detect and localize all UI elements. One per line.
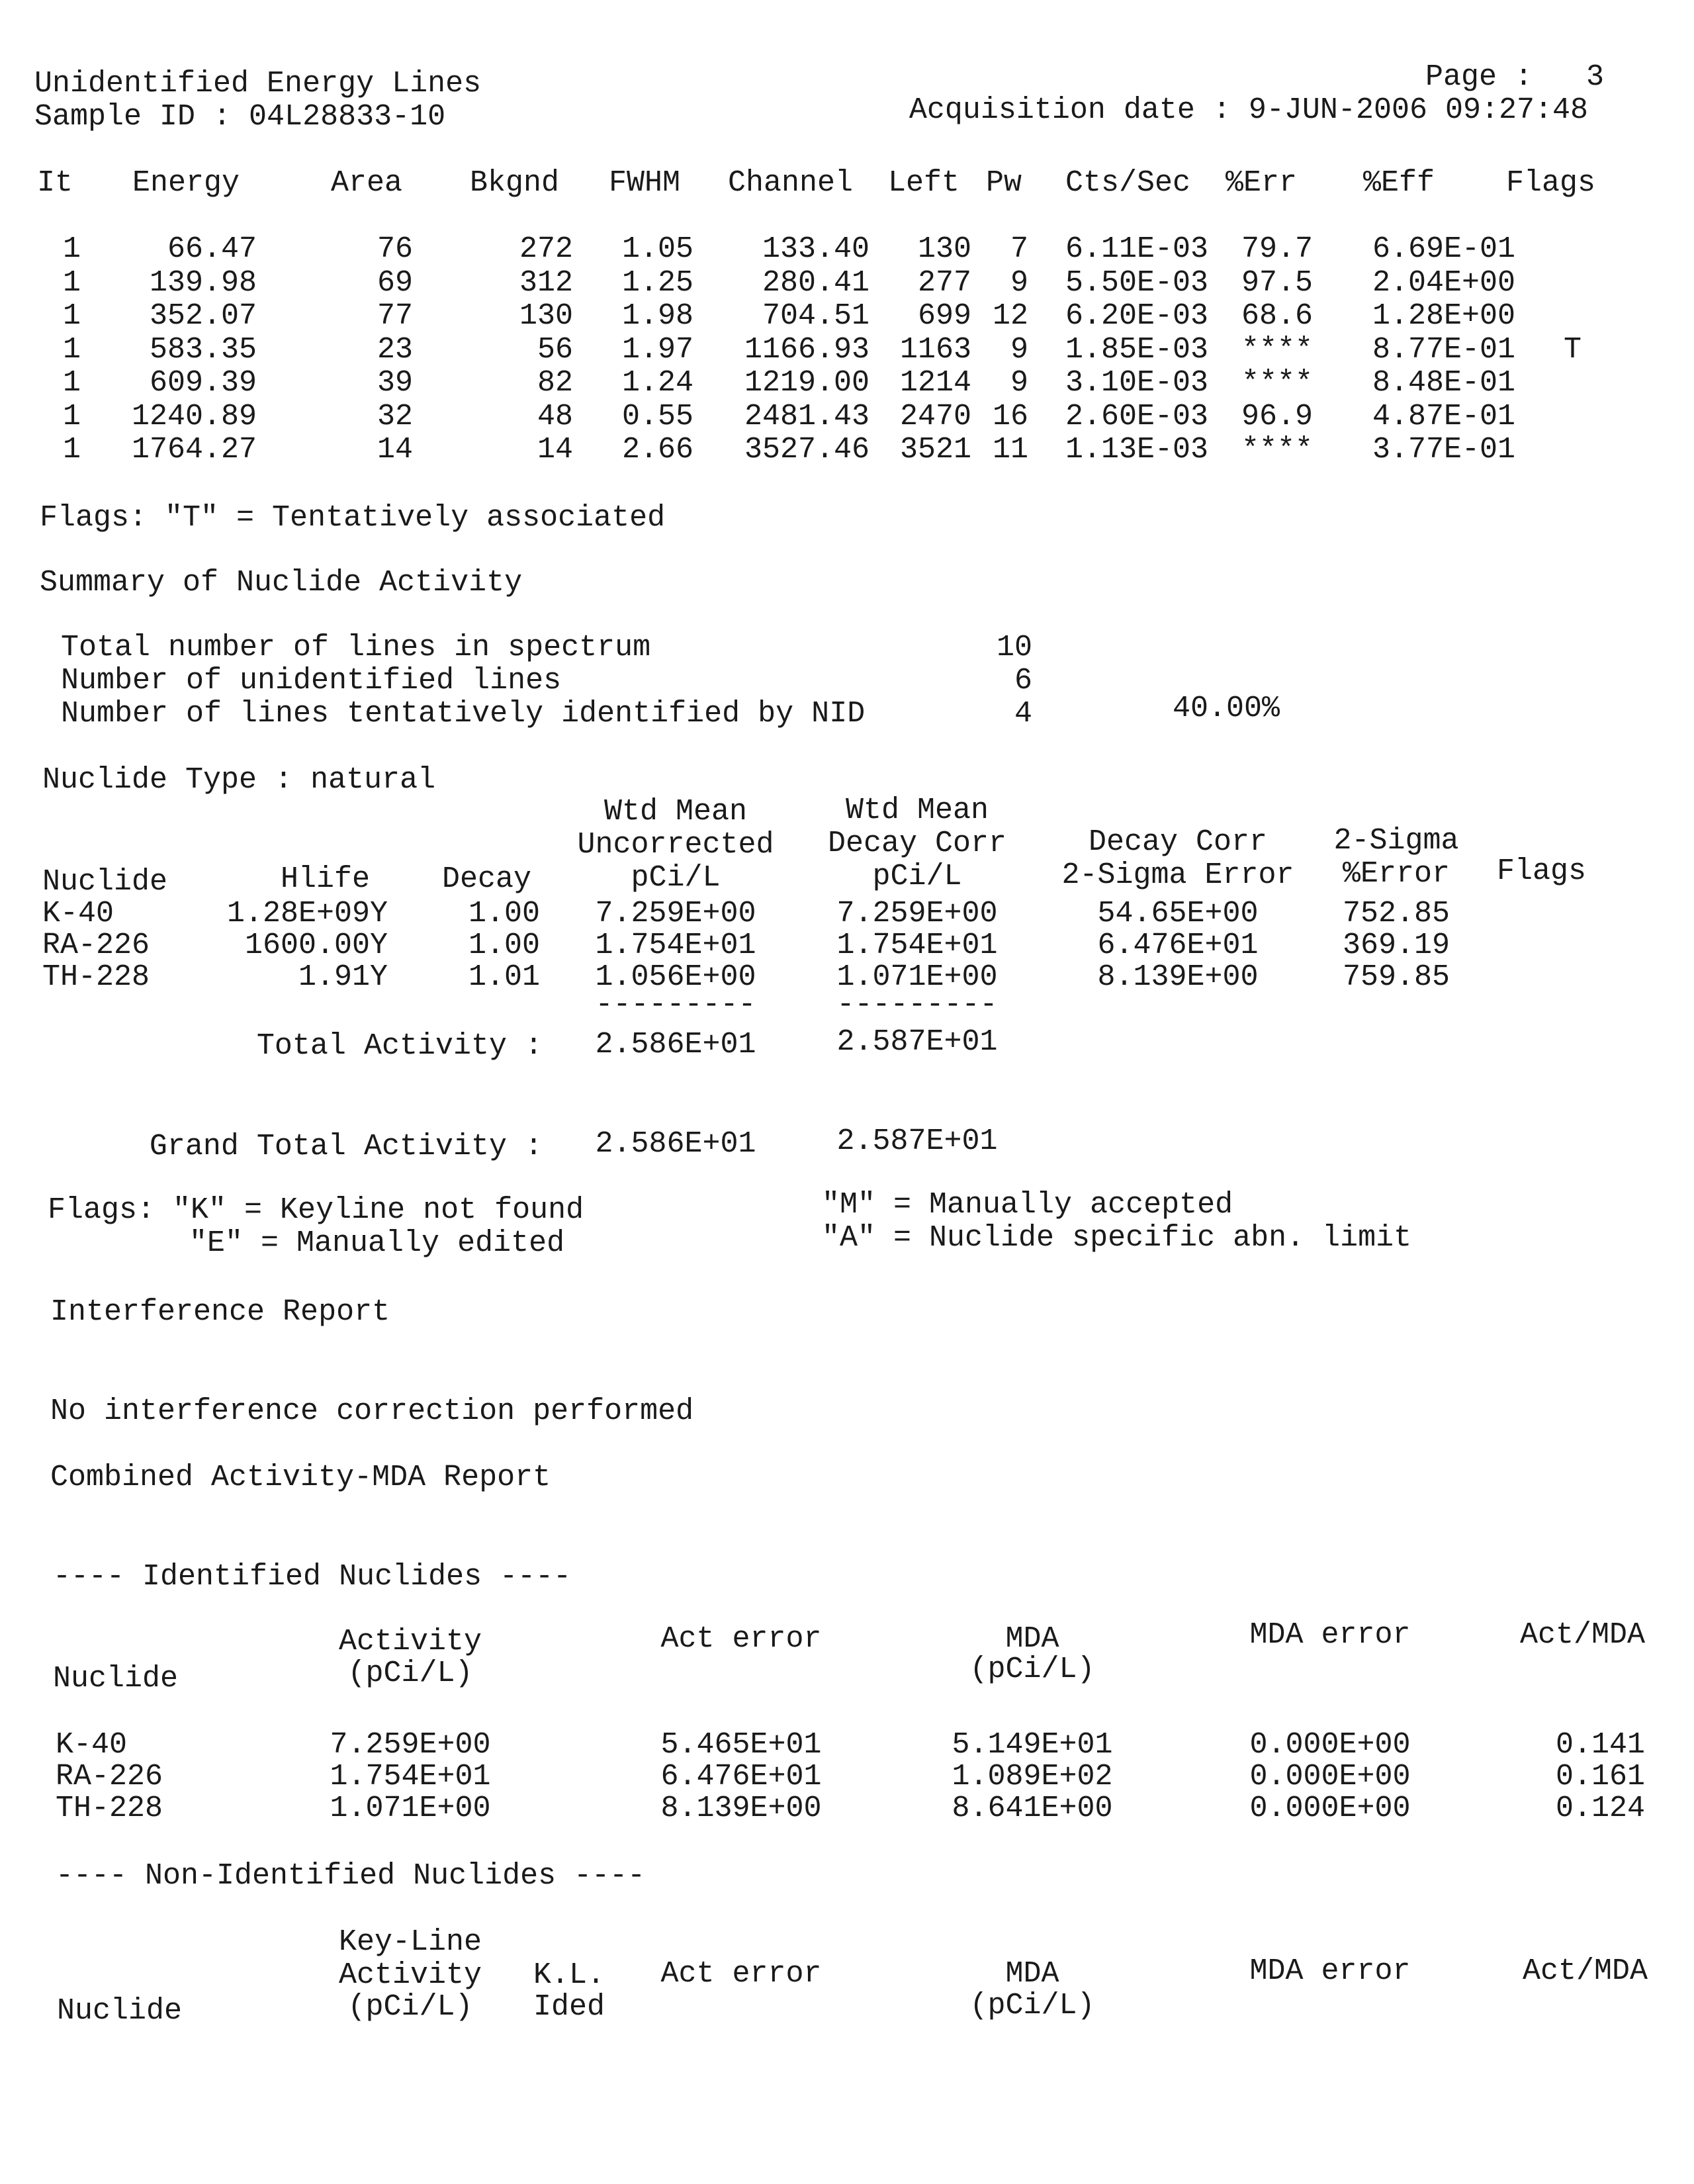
- line-channel-cell: 704.51: [762, 299, 869, 333]
- line-area-cell: 69: [377, 266, 413, 300]
- interference-text: No interference correction performed: [50, 1394, 694, 1428]
- line-eff-cell: 1.28E+00: [1372, 299, 1515, 333]
- hdr-wtd2-line1: Wtd Mean: [845, 794, 989, 827]
- identified-mda-error-cell: 0.000E+00: [1249, 1792, 1411, 1825]
- line-eff-cell: 8.48E-01: [1372, 366, 1515, 400]
- line-cts-cell: 6.20E-03: [1065, 299, 1208, 333]
- line-fwhm-cell: 2.66: [621, 433, 693, 467]
- hdr-flags: Flags: [1497, 854, 1587, 888]
- identified-ratio-cell: 0.161: [1555, 1760, 1645, 1794]
- hdr-act-error: Act error: [660, 1622, 822, 1656]
- line-area-cell: 23: [377, 333, 413, 367]
- nuclide-uncorr-cell: 7.259E+00: [595, 897, 756, 931]
- flag-legend-a: "A" = Nuclide specific abn. limit: [822, 1221, 1412, 1255]
- summary-label-tentative: Number of lines tentatively identified by NID: [61, 697, 866, 731]
- nuclide-corr-cell: 1.754E+01: [836, 929, 998, 962]
- summary-label-total: Total number of lines in spectrum: [61, 631, 651, 664]
- line-err-cell: ****: [1241, 433, 1313, 467]
- sample-id: Sample ID : 04L28833-10: [34, 100, 446, 134]
- line-err-cell: 97.5: [1241, 266, 1313, 300]
- nuclide-err-cell: 8.139E+00: [1097, 960, 1259, 994]
- line-left-cell: 1214: [899, 366, 971, 400]
- line-bkgnd-cell: 14: [537, 433, 573, 467]
- line-area-cell: 39: [377, 366, 413, 400]
- line-pw-cell: 9: [1010, 366, 1028, 400]
- line-it-cell: 1: [62, 366, 81, 400]
- identified-mda-cell: 8.641E+00: [952, 1792, 1113, 1825]
- grand-total-corr: 2.587E+01: [836, 1124, 998, 1158]
- line-pw-cell: 9: [1010, 266, 1028, 300]
- line-energy-cell: 139.98: [149, 266, 257, 300]
- line-pw-cell: 16: [992, 400, 1028, 433]
- col-err: %Err: [1226, 166, 1298, 200]
- nuclide-decay-cell: 1.01: [468, 960, 540, 994]
- identified-ratio-cell: 0.141: [1555, 1728, 1645, 1762]
- total-activity-label: Total Activity :: [256, 1029, 543, 1063]
- dash-uncorr: ---------: [595, 988, 756, 1022]
- line-pw-cell: 11: [992, 433, 1028, 467]
- hdr-keyline-line1: Key-Line: [338, 1925, 482, 1959]
- summary-value-tentative: 4: [1014, 697, 1032, 731]
- non-identified-nuclides-title: ---- Non-Identified Nuclides ----: [56, 1859, 646, 1893]
- hdr-hlife: Hlife: [281, 862, 371, 896]
- identified-mda-cell: 5.149E+01: [952, 1728, 1113, 1762]
- line-bkgnd-cell: 56: [537, 333, 573, 367]
- line-eff-cell: 3.77E-01: [1372, 433, 1515, 467]
- nuclide-pct-cell: 759.85: [1342, 960, 1450, 994]
- combined-title: Combined Activity-MDA Report: [50, 1461, 551, 1494]
- line-err-cell: 68.6: [1241, 299, 1313, 333]
- line-it-cell: 1: [62, 333, 81, 367]
- grand-total-uncorr: 2.586E+01: [595, 1127, 756, 1161]
- line-channel-cell: 280.41: [762, 266, 869, 300]
- summary-value-total: 10: [996, 631, 1032, 664]
- line-channel-cell: 2481.43: [744, 400, 869, 433]
- line-it-cell: 1: [62, 232, 81, 266]
- line-area-cell: 32: [377, 400, 413, 433]
- line-channel-cell: 3527.46: [744, 433, 869, 467]
- line-err-cell: 96.9: [1241, 400, 1313, 433]
- nuclide-err-cell: 6.476E+01: [1097, 929, 1259, 962]
- hdr-wtd1-line1: Wtd Mean: [603, 795, 748, 829]
- line-bkgnd-cell: 48: [537, 400, 573, 433]
- hdr-non-mda-line1: MDA: [1005, 1957, 1059, 1991]
- hdr-wtd2-line3: pCi/L: [872, 860, 962, 893]
- summary-label-unidentified: Number of unidentified lines: [61, 664, 562, 698]
- line-cts-cell: 6.11E-03: [1065, 232, 1208, 266]
- line-err-cell: 79.7: [1241, 232, 1313, 266]
- summary-value-unidentified: 6: [1014, 664, 1032, 698]
- hdr-nuclide-identified: Nuclide: [53, 1662, 179, 1696]
- identified-activity-cell: 7.259E+00: [330, 1728, 491, 1762]
- nuclide-pct-cell: 369.19: [1342, 929, 1450, 962]
- hdr-activity-line1: Activity: [338, 1625, 482, 1659]
- line-energy-cell: 66.47: [167, 232, 257, 266]
- nuclide-decay-cell: 1.00: [468, 929, 540, 962]
- nuclide-decay-cell: 1.00: [468, 897, 540, 931]
- line-pw-cell: 12: [992, 299, 1028, 333]
- line-fwhm-cell: 1.97: [621, 333, 693, 367]
- flag-legend-k: Flags: "K" = Keyline not found: [48, 1193, 584, 1227]
- line-it-cell: 1: [62, 266, 81, 300]
- line-pw-cell: 9: [1010, 333, 1028, 367]
- identified-activity-cell: 1.071E+00: [330, 1792, 491, 1825]
- hdr-keyline-line3: (pCi/L): [347, 1990, 473, 2024]
- line-eff-cell: 4.87E-01: [1372, 400, 1515, 433]
- line-fwhm-cell: 1.05: [621, 232, 693, 266]
- nuclide-type-title: Nuclide Type : natural: [42, 763, 436, 797]
- line-it-cell: 1: [62, 400, 81, 433]
- line-it-cell: 1: [62, 433, 81, 467]
- line-left-cell: 277: [917, 266, 971, 300]
- hdr-decay-corr-line2: 2-Sigma Error: [1061, 858, 1294, 892]
- line-energy-cell: 352.07: [149, 299, 257, 333]
- line-channel-cell: 1219.00: [744, 366, 869, 400]
- identified-mda-error-cell: 0.000E+00: [1249, 1760, 1411, 1794]
- identified-mda-cell: 1.089E+02: [952, 1760, 1113, 1794]
- line-area-cell: 77: [377, 299, 413, 333]
- col-area: Area: [331, 166, 403, 200]
- hdr-kl-line1: K.L.: [533, 1958, 605, 1992]
- grand-total-label: Grand Total Activity :: [149, 1130, 543, 1163]
- hdr-mda-error: MDA error: [1249, 1618, 1411, 1652]
- line-fwhm-cell: 0.55: [621, 400, 693, 433]
- identified-ratio-cell: 0.124: [1555, 1792, 1645, 1825]
- line-cts-cell: 3.10E-03: [1065, 366, 1208, 400]
- line-left-cell: 3521: [899, 433, 971, 467]
- interference-title: Interference Report: [50, 1295, 390, 1329]
- line-pw-cell: 7: [1010, 232, 1028, 266]
- total-activity-uncorr: 2.586E+01: [595, 1028, 756, 1062]
- summary-title: Summary of Nuclide Activity: [40, 566, 523, 600]
- line-bkgnd-cell: 272: [519, 232, 573, 266]
- flag-legend-m: "M" = Manually accepted: [822, 1188, 1233, 1222]
- col-cts-sec: Cts/Sec: [1065, 166, 1191, 200]
- dash-corr: ---------: [836, 988, 998, 1022]
- hdr-non-mda-error: MDA error: [1249, 1954, 1411, 1988]
- hdr-decay: Decay: [442, 862, 532, 896]
- line-area-cell: 76: [377, 232, 413, 266]
- hdr-activity-line2: (pCi/L): [347, 1657, 473, 1690]
- line-left-cell: 130: [917, 232, 971, 266]
- line-cts-cell: 1.13E-03: [1065, 433, 1208, 467]
- col-left: Left: [888, 166, 960, 200]
- line-area-cell: 14: [377, 433, 413, 467]
- line-channel-cell: 133.40: [762, 232, 869, 266]
- nuclide-uncorr-cell: 1.754E+01: [595, 929, 756, 962]
- hdr-non-mda-line2: (pCi/L): [969, 1989, 1095, 2023]
- line-energy-cell: 583.35: [149, 333, 257, 367]
- nuclide-pct-cell: 752.85: [1342, 897, 1450, 931]
- hdr-non-act-mda: Act/MDA: [1522, 1954, 1648, 1988]
- hdr-wtd1-line2: Uncorrected: [577, 828, 774, 862]
- col-it: It: [37, 166, 73, 200]
- line-left-cell: 699: [917, 299, 971, 333]
- nuclide-hlife-cell: 1.28E+09Y: [226, 897, 388, 931]
- nuclide-corr-cell: 7.259E+00: [836, 897, 998, 931]
- hdr-keyline-line2: Activity: [338, 1958, 482, 1992]
- flag-legend-e: "E" = Manually edited: [189, 1226, 565, 1260]
- hdr-wtd2-line2: Decay Corr: [827, 827, 1007, 860]
- acquisition-date: Acquisition date : 9-JUN-2006 09:27:48: [909, 93, 1588, 127]
- line-fwhm-cell: 1.24: [621, 366, 693, 400]
- col-bkgnd: Bkgnd: [470, 166, 560, 200]
- nuclide-hlife-cell: 1600.00Y: [244, 929, 388, 962]
- col-channel: Channel: [728, 166, 854, 200]
- nuclide-uncorr-cell: 1.056E+00: [595, 960, 756, 994]
- hdr-non-act-error: Act error: [660, 1957, 822, 1991]
- nuclide-nuclide-cell: RA-226: [42, 929, 150, 962]
- line-cts-cell: 1.85E-03: [1065, 333, 1208, 367]
- hdr-mda-line2: (pCi/L): [969, 1653, 1095, 1686]
- line-eff-cell: 2.04E+00: [1372, 266, 1515, 300]
- nuclide-nuclide-cell: K-40: [42, 897, 114, 931]
- hdr-nuclide: Nuclide: [42, 865, 168, 899]
- line-it-cell: 1: [62, 299, 81, 333]
- line-energy-cell: 609.39: [149, 366, 257, 400]
- identified-act-error-cell: 6.476E+01: [660, 1760, 822, 1794]
- line-err-cell: ****: [1241, 366, 1313, 400]
- line-energy-cell: 1764.27: [131, 433, 257, 467]
- line-left-cell: 2470: [899, 400, 971, 433]
- page-number: Page : 3: [1425, 60, 1604, 94]
- hdr-kl-line2: Ided: [533, 1990, 605, 2024]
- col-energy: Energy: [132, 166, 240, 200]
- col-eff: %Eff: [1363, 166, 1435, 200]
- hdr-sigma-line1: 2-Sigma: [1333, 824, 1459, 858]
- nuclide-nuclide-cell: TH-228: [42, 960, 150, 994]
- line-energy-cell: 1240.89: [131, 400, 257, 433]
- nuclide-hlife-cell: 1.91Y: [298, 960, 388, 994]
- hdr-wtd1-line3: pCi/L: [631, 861, 721, 895]
- line-left-cell: 1163: [899, 333, 971, 367]
- identified-act-error-cell: 5.465E+01: [660, 1728, 822, 1762]
- identified-mda-error-cell: 0.000E+00: [1249, 1728, 1411, 1762]
- col-fwhm: FWHM: [609, 166, 681, 200]
- line-eff-cell: 6.69E-01: [1372, 232, 1515, 266]
- line-flag-cell: T: [1563, 333, 1582, 367]
- line-bkgnd-cell: 312: [519, 266, 573, 300]
- line-cts-cell: 5.50E-03: [1065, 266, 1208, 300]
- line-err-cell: ****: [1241, 333, 1313, 367]
- identified-nuclide-cell: RA-226: [56, 1760, 163, 1794]
- nuclide-err-cell: 54.65E+00: [1097, 897, 1259, 931]
- identified-nuclide-cell: TH-228: [56, 1792, 163, 1825]
- summary-percent: 40.00%: [1173, 692, 1280, 725]
- col-pw: Pw: [986, 166, 1022, 200]
- line-eff-cell: 8.77E-01: [1372, 333, 1515, 367]
- identified-act-error-cell: 8.139E+00: [660, 1792, 822, 1825]
- hdr-decay-corr-line1: Decay Corr: [1088, 825, 1268, 859]
- report-title: Unidentified Energy Lines: [34, 67, 482, 101]
- identified-nuclides-title: ---- Identified Nuclides ----: [53, 1560, 572, 1594]
- line-cts-cell: 2.60E-03: [1065, 400, 1208, 433]
- line-fwhm-cell: 1.25: [621, 266, 693, 300]
- line-fwhm-cell: 1.98: [621, 299, 693, 333]
- hdr-mda-line1: MDA: [1005, 1622, 1059, 1656]
- total-activity-corr: 2.587E+01: [836, 1025, 998, 1059]
- identified-activity-cell: 1.754E+01: [330, 1760, 491, 1794]
- line-bkgnd-cell: 130: [519, 299, 573, 333]
- hdr-nuclide-non-identified: Nuclide: [57, 1994, 183, 2028]
- nuclide-corr-cell: 1.071E+00: [836, 960, 998, 994]
- hdr-sigma-line2: %Error: [1342, 857, 1450, 891]
- line-channel-cell: 1166.93: [744, 333, 869, 367]
- flags-note: Flags: "T" = Tentatively associated: [40, 501, 666, 535]
- line-bkgnd-cell: 82: [537, 366, 573, 400]
- col-flags: Flags: [1506, 166, 1596, 200]
- identified-nuclide-cell: K-40: [56, 1728, 128, 1762]
- hdr-act-mda: Act/MDA: [1519, 1618, 1645, 1652]
